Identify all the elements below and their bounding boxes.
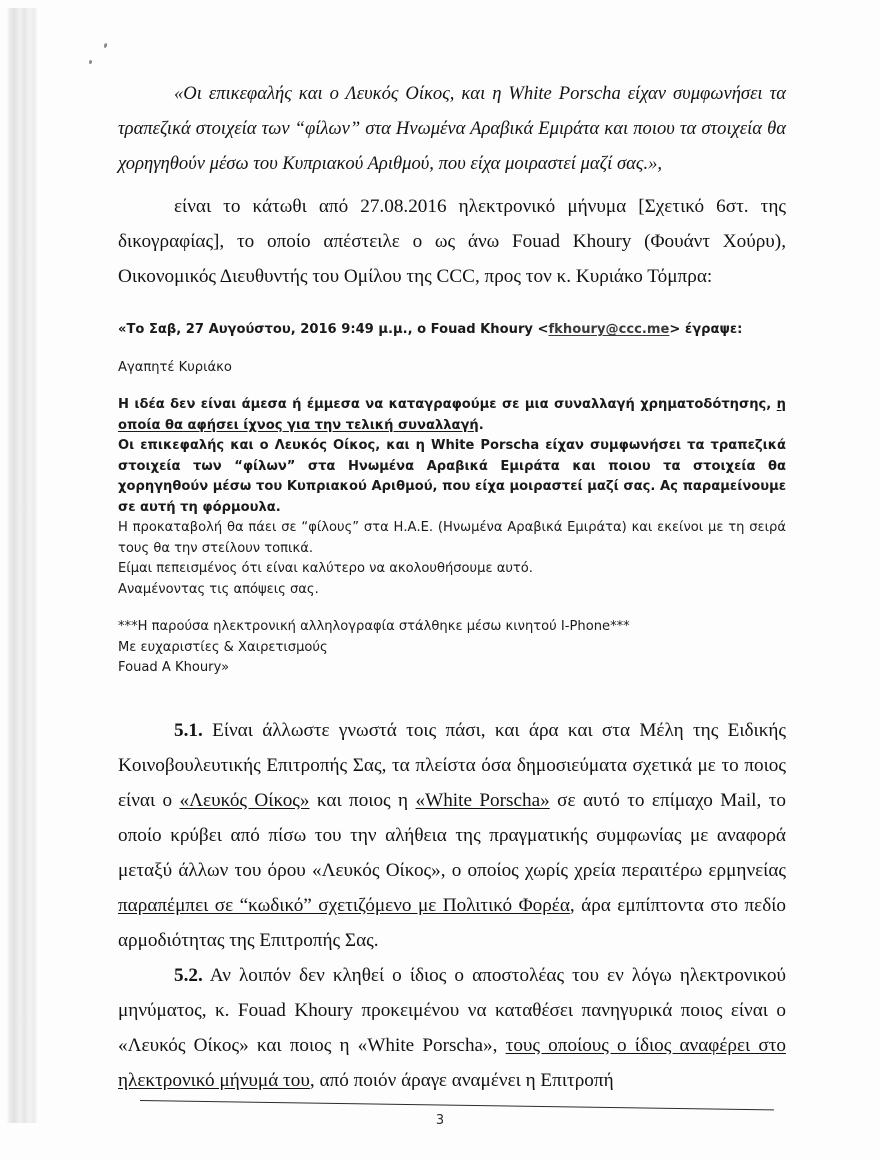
quoted-excerpt-paragraph: «Οι επικεφαλής και ο Λευκός Οίκος, και η White Porscha είχαν συμφωνήσει τα τραπεζικά στοιχεία των “φίλων” στα Ηνωμένα Αραβικά Εμιράτα και ποιου τα στοιχεία θα χορηγηθούν μέσω του Κυπριακού Αριθμού, που είχα μοιραστεί μαζί σας.», [118,83,786,174]
email-greeting: Αγαπητέ Κυριάκο [118,359,232,375]
scan-speck [103,43,107,49]
email-body-1-part3: . [478,417,484,433]
email-signature-line-2: Με ευχαριστίες & Χαιρετισμούς [118,639,328,655]
section-5-1-underline-lefkos-oikos: «Λευκός Οίκος» [179,789,310,811]
section-5-1-part2: και ποιος η [309,789,416,811]
section-5-1-underline-kodiko: παραπέμπει σε “κωδικό” σχετιζόμενο με Πολιτικό Φορέα [118,894,570,916]
section-5-1-part3: σε αυτό το επίμαχο Mail, το οποίο κρύβει από πίσω του την αλήθεια της πραγματικής συμφωνίας με αναφορά μεταξύ άλλων του όρου «Λευκός Οίκος», ο οποίος χωρίς χρεία περαιτέρω ερμηνείας [118,789,786,881]
page-number: 3 [435,1113,445,1128]
footer-divider-line [140,1100,774,1110]
section-5-1-part1: Είναι άλλωστε γνωστά τοις πάσι, και άρα και στα Μέλη της Ειδικής Κοινοβουλευτικής Επιτροπής Σας, τα πλείστα όσα δημοσιεύματα σχετικά με το ποιος είναι ο [118,719,786,811]
email-signature-line-3: Fouad A Khoury» [118,660,230,675]
email-body-paragraph-4: Είμαι πεπεισμένος ότι είναι καλύτερο να ακολουθήσουμε αυτό. [118,561,533,576]
section-5-2-paragraph [118,958,786,1098]
section-5-1-paragraph [118,713,786,958]
email-body-paragraph-1 [118,395,786,436]
email-address-link[interactable]: fkhoury@ccc.me [548,322,670,337]
section-5-2-underline-tous-opoious: τους οποίους ο ίδιος αναφέρει στο ηλεκτρονικό μήνυμά του [118,1034,786,1091]
scan-speck [89,60,93,65]
email-header-suffix: > έγραψε: [669,322,743,337]
email-body-paragraph-5: Αναμένοντας τις απόψεις σας. [118,581,319,597]
section-5-1-number: 5.1. [174,719,203,741]
email-body-paragraph-3: Η προκαταβολή θα πάει σε “φίλους” στα Η.Α.Ε. (Ηνωμένα Αραβικά Εμιράτα) και εκείνοι με τη σειρά τους θα την στείλουν τοπικά. [118,520,786,556]
email-body-paragraph-2: Οι επικεφαλής και ο Λευκός Οίκος, και η White Porscha είχαν συμφωνήσει τα τραπεζικά στοιχεία των “φίλων” στα Ηνωμένα Αραβικά Εμιράτα και ποιου τα στοιχεία θα χορηγηθούν μέσω του Κυπριακού Αριθμού, που είχα μοιραστεί μαζί σας. Ας παραμείνουμε σε αυτή τη φόρμουλα. [118,438,786,515]
section-5-2-part2: , από ποιόν άραγε αναμένει η Επιτροπή [309,1069,614,1091]
intro-paragraph: είναι το κάτωθι από 27.08.2016 ηλεκτρονικό μήνυμα [Σχετικό 6στ. της δικογραφίας], το οποίο απέστειλε ο ως άνω Fouad Khoury (Φουάντ Χούρυ), Οικονομικός Διευθυντής του Ομίλου της CCC, προς τον κ. Κυριάκο Τόμπρα: [118,196,786,287]
quoted-email-block [118,320,786,679]
page-footer [0,1092,880,1152]
email-header-line [118,320,786,341]
section-5-1-underline-white-porscha: «White Porscha» [415,789,550,811]
email-signature-line-1: ***Η παρούσα ηλεκτρονική αλληλογραφία στάλθηκε μέσω κινητού I-Phone*** [118,619,630,634]
section-5-2-number: 5.2. [174,964,203,986]
scan-edge-artifact [6,8,38,1123]
email-header-prefix: «Το Σαβ, 27 Αυγούστου, 2016 9:49 μ.μ., ο Fouad Khoury < [118,322,549,337]
document-text-body [118,0,786,1098]
section-5-2-part1: Αν λοιπόν δεν κληθεί ο ίδιος ο αποστολέας του εν λόγω ηλεκτρονικού μηνύματος, κ. Fouad Khoury προκειμένου να καταθέσει πανηγυρικά ποιος είναι ο «Λευκός Οίκος» και ποιος η «White Porscha», [118,964,786,1056]
section-5-1-part4: , άρα εμπίπτοντα στο πεδίο αρμοδιότητας της Επιτροπής Σας. [118,894,786,951]
email-body-1-underlined: η οποία θα αφήσει ίχνος για την τελική συναλλαγή [118,397,786,433]
email-body-1-part1: Η ιδέα δεν είναι άμεσα ή έμμεσα να καταγραφούμε σε μια συναλλαγή χρηματοδότησης, [118,397,777,412]
